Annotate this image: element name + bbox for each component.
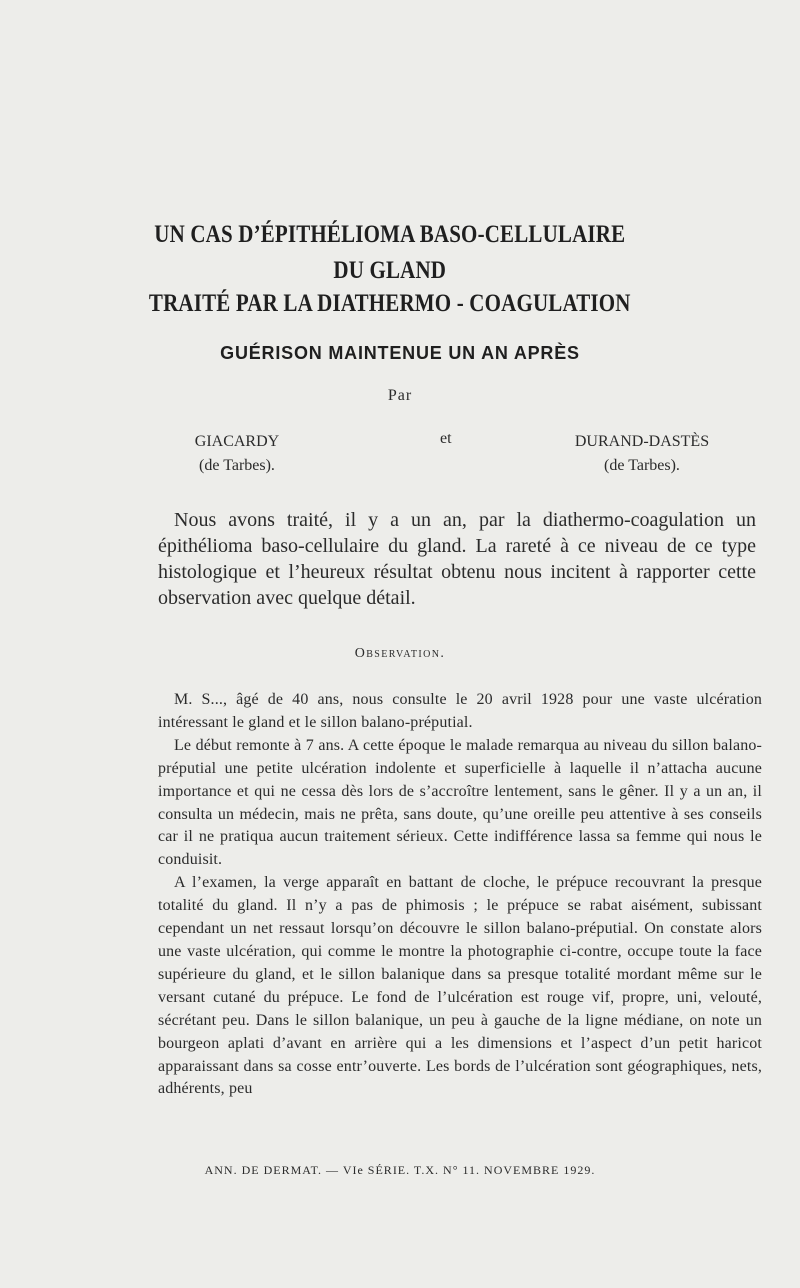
body-paragraph-2: Le début remonte à 7 ans. A cette époque le malade remarqua au niveau du sillon balano-préputial une petite ulcération indolente et superficielle à laquelle il n’attacha aucune importance et qui ne cessa dès lors de s’accroître lentement, sans le gêner. Il y a un an, il consulta un médecin, mais ne prêta, sans doute, qu’une oreille peu attentive à ses conseils car il ne pratiqua aucun traitement sérieux. Cette indifférence lassa sa femme qui nous le conduisit. [158, 736, 762, 869]
author-conjunction: et [440, 430, 452, 447]
article-title-line-1: UN CAS D’ÉPITHÉLIOMA BASO-CELLULAIRE [154, 221, 626, 248]
journal-footer: ANN. DE DERMAT. — VIe SÉRIE. T.X. N° 11. NOVEMBRE 1929. [204, 1163, 596, 1177]
author-left [172, 430, 302, 478]
article-title-line-3: TRAITÉ PAR LA DIATHERMO - COAGULATION [148, 290, 631, 317]
author-left-name: GIACARDY [194, 433, 280, 450]
body-paragraph-1: M. S..., âgé de 40 ans, nous consulte le 20 avril 1928 pour une vaste ulcération intéressant le gland et le sillon balano-préputial. [158, 691, 762, 731]
observation-body [158, 689, 762, 1101]
article-title-line-2: DU GLAND [333, 257, 447, 284]
intro-text: Nous avons traité, il y a un an, par la diathermo-coagulation un épithélioma baso-cellulaire du gland. La rareté à ce niveau de ce type histologique et l’heureux résultat obtenu nous incitent à rapporter cette observation avec quelque détail. [158, 509, 756, 609]
author-right-place: (de Tarbes). [604, 457, 680, 474]
author-left-place: (de Tarbes). [199, 457, 275, 474]
author-right-name: DURAND-DASTÈS [574, 433, 710, 450]
author-right [557, 430, 727, 478]
article-subtitle: GUÉRISON MAINTENUE UN AN APRÈS [220, 343, 580, 363]
intro-paragraph [158, 507, 756, 611]
body-paragraph-3: A l’examen, la verge apparaît en battant de cloche, le prépuce recouvrant la presque totalité du gland. Il n’y a pas de phimosis ; le prépuce se rabat aisément, subissant cependant un net ressaut lorsqu’on découvre le sillon balano-préputial. On constate alors une vaste ulcération, qui comme le montre la photographie ci-contre, occupe toute la face supérieure du gland, et le sillon balanique dans sa presque totalité mordant même sur le versant cutané du prépuce. Le fond de l’ulcération est rouge vif, propre, uni, velouté, sécrétant peu. Dans le sillon balanique, un peu à gauche de la ligne médiane, on note un bourgeon aplati d’avant en arrière qui a les dimensions et l’aspect d’un petit haricot apparaissant dans sa cosse entr’ouverte. Les bords de l’ulcération sont géographiques, nets, adhérents, peu [158, 874, 762, 1098]
byline: Par [387, 387, 413, 404]
observation-heading: Observation. [354, 646, 446, 661]
